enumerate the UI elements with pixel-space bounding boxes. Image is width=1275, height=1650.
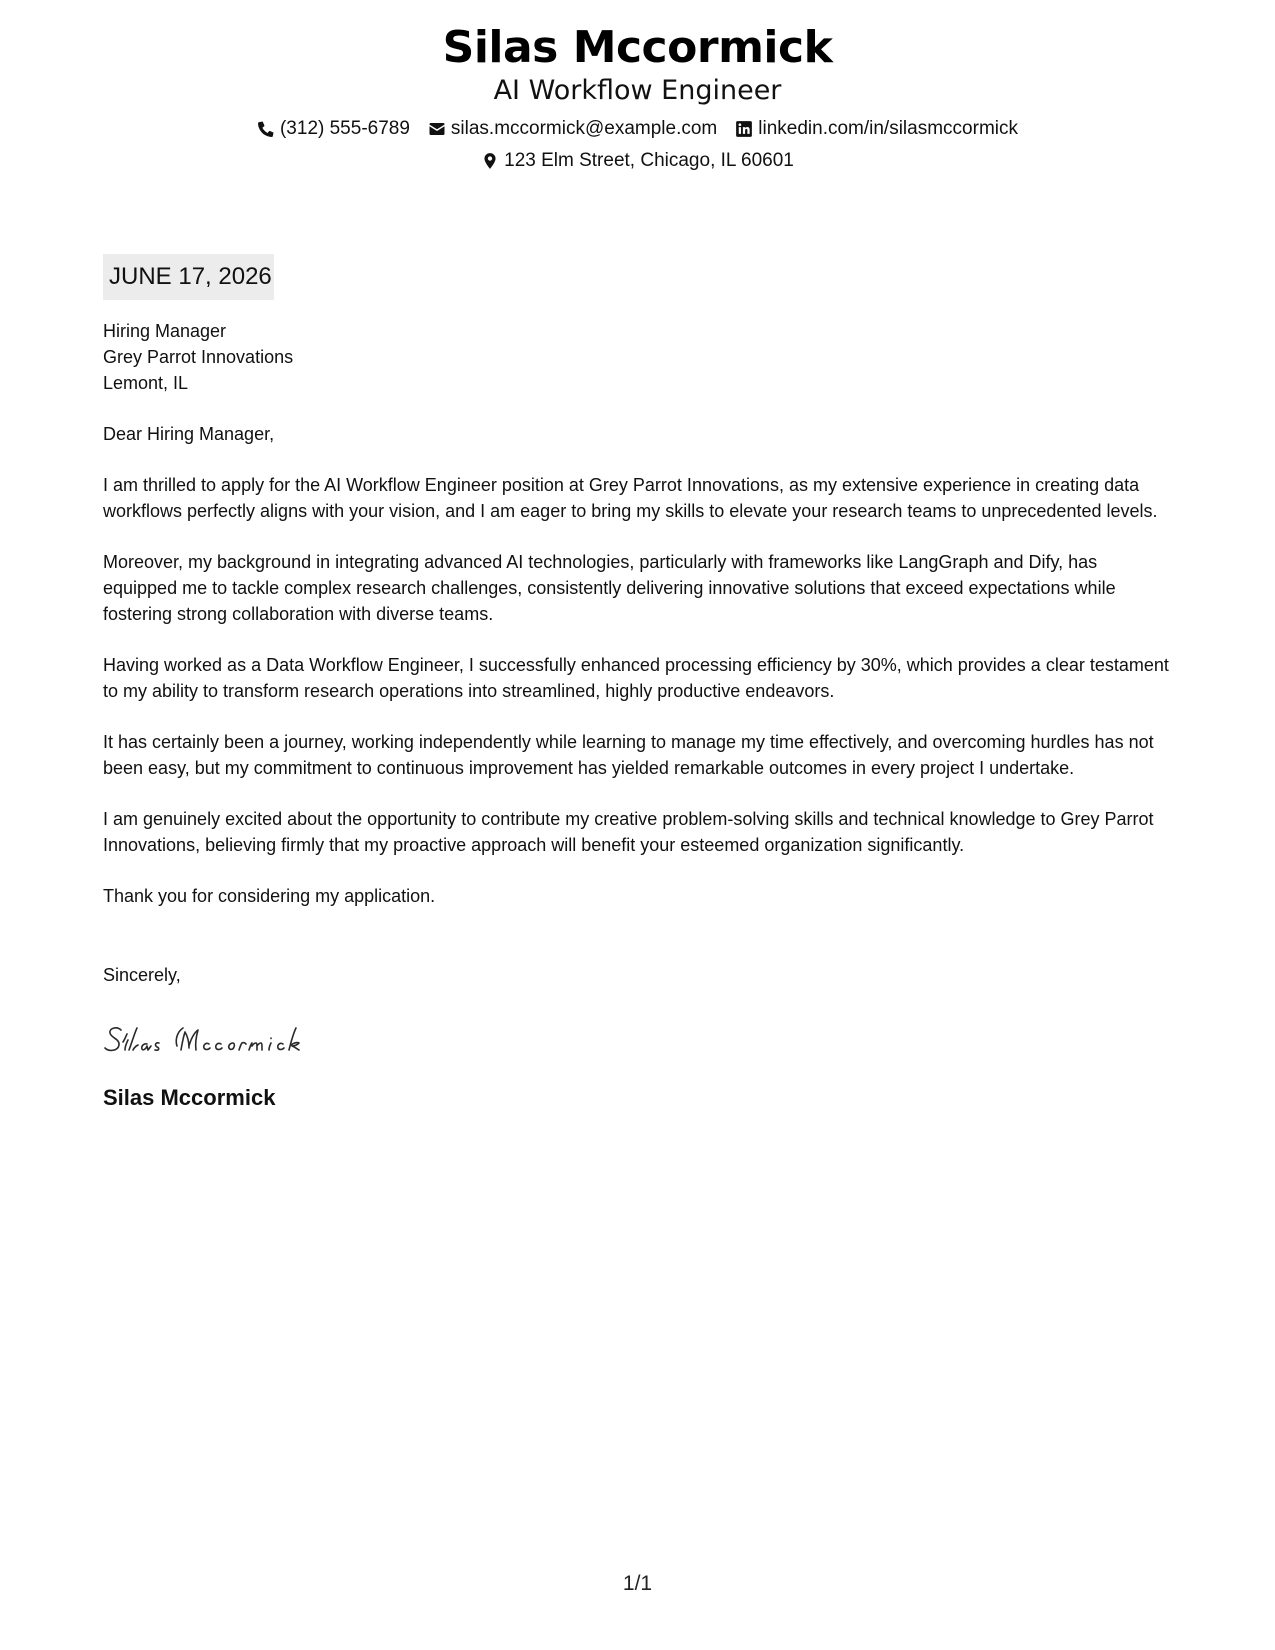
linkedin-text[interactable]: linkedin.com/in/silasmccormick [758,118,1018,139]
email-text[interactable]: silas.mccormick@example.com [450,118,718,139]
applicant-name: Silas Mccormick [442,22,833,73]
body-paragraph: Moreover, my background in integrating advanced AI technologies, particularly with frameworks like LangGraph and Dify, has equipped me to tackle complex research challenges, consistently delivering innovative solutions that exceed expectations while fostering strong collaboration with diverse teams. [103,552,1116,624]
signature-image [103,1016,1175,1060]
salutation: Dear Hiring Manager, [103,424,275,444]
map-pin-icon [481,152,499,170]
closing: Sincerely, [103,965,181,985]
letter-header [0,22,1275,173]
address-text: 123 Elm Street, Chicago, IL 60601 [504,150,794,171]
signed-name: Silas Mccormick [103,1085,276,1110]
contact-phone [257,117,410,141]
body-paragraph: I am genuinely excited about the opportunity to contribute my creative problem-solving skills and technical knowledge to Grey Parrot Innovations, believing firmly that my proactive approach will benefit your esteemed organization significantly. [103,809,1154,855]
contact-row-primary [0,117,1275,141]
body-paragraph: Thank you for considering my application. [103,886,436,906]
body-paragraph: Having worked as a Data Workflow Engineer, I successfully enhanced processing efficiency by 30%, which provides a clear testament to my ability to transform research operations into streamlined, highly productive endeavors. [103,655,1169,701]
phone-text: (312) 555-6789 [279,118,410,139]
letter-body [103,254,1175,1112]
contact-email[interactable] [428,117,717,141]
contact-row-address [0,149,1275,173]
body-paragraph: I am thrilled to apply for the AI Workflow Engineer position at Grey Parrot Innovations, as my extensive experience in creating data workflows perfectly aligns with your vision, and I am eager to bring my skills to elevate your research teams to unprecedented levels. [103,475,1158,521]
recipient-line: Lemont, IL [103,373,189,393]
letter-date: JUNE 17, 2026 [103,254,274,300]
applicant-title: AI Workflow Engineer [493,75,782,106]
recipient-line: Grey Parrot Innovations [103,347,294,367]
contact-address [481,149,794,173]
envelope-icon [428,120,446,138]
contact-linkedin[interactable] [735,117,1018,141]
page-number: 1/1 [622,1572,653,1595]
body-paragraph: It has certainly been a journey, working independently while learning to manage my time effectively, and overcoming hurdles has not been easy, but my commitment to continuous improvement has yielded remarkable outcomes in every project I undertake. [103,732,1154,778]
phone-icon [257,120,275,138]
linkedin-icon [735,120,753,138]
recipient-line: Hiring Manager [103,321,227,341]
recipient-block [103,318,1175,396]
